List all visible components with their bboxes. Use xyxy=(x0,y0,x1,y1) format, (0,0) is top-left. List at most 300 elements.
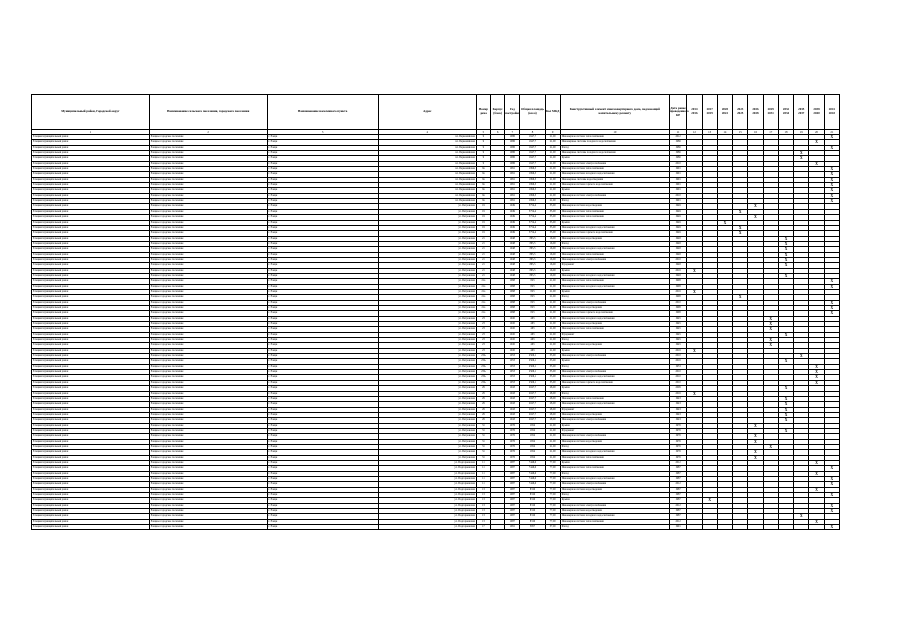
house-number-cell: 19 xyxy=(476,204,490,209)
house-number-cell: 9 xyxy=(476,145,490,150)
area-cell: 1654 xyxy=(520,423,545,428)
locality-cell: г. Елецк xyxy=(267,525,378,530)
column-header: 2029 2031 xyxy=(763,95,778,130)
last-repair-date-cell: 1976 xyxy=(669,439,686,444)
last-repair-date-cell: 1987 xyxy=(669,509,686,514)
structural-element-cell: Крыша xyxy=(560,348,669,353)
address-cell: ул. Петровская xyxy=(378,225,476,230)
settlement-cell: Елецкое городское поселение xyxy=(149,364,267,369)
mkd-count-cell: 28,00 xyxy=(545,412,560,417)
settlement-cell: Елецкое городское поселение xyxy=(149,225,267,230)
period-mark-cell: X xyxy=(778,241,793,246)
last-repair-date-cell: 1991 xyxy=(669,172,686,177)
period-mark-cell xyxy=(733,525,748,530)
area-cell: 8316 xyxy=(520,503,545,508)
column-number: 4 xyxy=(378,130,476,135)
period-mark-cell: X xyxy=(778,332,793,337)
mkd-count-cell: 35,00 xyxy=(545,231,560,236)
year-built-cell: 1998 xyxy=(505,289,520,294)
locality-cell: г. Елецк xyxy=(267,295,378,300)
column-number: 9 xyxy=(545,130,560,135)
area-cell: 1996,3 xyxy=(520,183,545,188)
year-built-cell: 1991 xyxy=(505,193,520,198)
year-built-cell: 1998 xyxy=(505,300,520,305)
capital-repair-table xyxy=(31,94,840,530)
settlement-cell: Елецкое городское поселение xyxy=(149,140,267,145)
settlement-cell: Елецкое городское поселение xyxy=(149,525,267,530)
last-repair-date-cell: 1987 xyxy=(669,514,686,519)
address-cell: ул. Петровская xyxy=(378,316,476,321)
mkd-count-cell: 21,00 xyxy=(545,172,560,177)
address-cell: ул. Петровская xyxy=(378,359,476,364)
column-header: 2023 2025 xyxy=(733,95,748,130)
period-mark-cell: X xyxy=(794,156,809,161)
district-cell: Елецкий муниципальный район xyxy=(32,316,150,321)
mkd-count-cell: 21,00 xyxy=(545,450,560,455)
district-cell: Елецкий муниципальный район xyxy=(32,493,150,498)
settlement-cell: Елецкое городское поселение xyxy=(149,391,267,396)
address-cell: ул. Петровская xyxy=(378,220,476,225)
address-cell: ул. Петровская xyxy=(378,450,476,455)
address-cell: ул. Петровская xyxy=(378,300,476,305)
area-cell: 2047,7 xyxy=(520,402,545,407)
structural-element-cell: Инженерная система электроснабжения xyxy=(560,418,669,423)
settlement-cell: Елецкое городское поселение xyxy=(149,199,267,204)
year-built-cell: 1949 xyxy=(505,215,520,220)
column-header: Общая площадь (кв.м) xyxy=(520,95,545,130)
last-repair-date-cell: 1987 xyxy=(669,471,686,476)
year-built-cell: 1987 xyxy=(505,466,520,471)
year-built-cell: 1949 xyxy=(505,209,520,214)
area-cell: 865,5 xyxy=(520,236,545,241)
mkd-count-cell: 21,00 xyxy=(545,183,560,188)
structural-element-cell: Инженерная система водоотведения xyxy=(560,322,669,327)
house-number-cell: 11 xyxy=(476,482,490,487)
address-cell: ул. Петровская xyxy=(378,279,476,284)
house-number-cell: 19 xyxy=(476,209,490,214)
house-number-cell: 9а xyxy=(476,193,490,198)
district-cell: Елецкий муниципальный район xyxy=(32,225,150,230)
locality-cell: г. Елецк xyxy=(267,268,378,273)
district-cell: Елецкий муниципальный район xyxy=(32,380,150,385)
area-cell: 7446,6 xyxy=(520,471,545,476)
locality-cell: г. Елецк xyxy=(267,482,378,487)
district-cell: Елецкий муниципальный район xyxy=(32,263,150,268)
locality-cell: г. Елецк xyxy=(267,434,378,439)
address-cell: ул. Петровская xyxy=(378,332,476,337)
period-mark-cell: X xyxy=(824,300,839,305)
last-repair-date-cell: 2012 xyxy=(669,135,686,140)
district-cell: Елецкий муниципальный район xyxy=(32,332,150,337)
period-mark-cell: X xyxy=(748,434,763,439)
last-repair-date-cell: 1943 xyxy=(669,407,686,412)
house-number-cell: 13 xyxy=(476,487,490,492)
address-cell: ул. Подгорненская xyxy=(378,477,476,482)
column-header: Дата ранее проведенного КР xyxy=(669,95,686,130)
house-number-cell: 23А xyxy=(476,359,490,364)
locality-cell: г. Елецк xyxy=(267,316,378,321)
period-mark-cell: X xyxy=(824,172,839,177)
area-cell: 463 xyxy=(520,322,545,327)
settlement-cell: Елецкое городское поселение xyxy=(149,306,267,311)
area-cell: 8316 xyxy=(520,519,545,524)
settlement-cell: Елецкое городское поселение xyxy=(149,156,267,161)
address-cell: ул. Петровская xyxy=(378,370,476,375)
year-built-cell: 1949 xyxy=(505,204,520,209)
column-number: 8 xyxy=(520,130,545,135)
settlement-cell: Елецкое городское поселение xyxy=(149,322,267,327)
house-number-cell: 31 xyxy=(476,455,490,460)
address-cell: ул. Подгорненская xyxy=(378,509,476,514)
period-mark-cell: X xyxy=(687,268,702,273)
locality-cell: г. Елецк xyxy=(267,183,378,188)
structural-element-cell: Инженерная система электроснабжения xyxy=(560,482,669,487)
period-mark-cell: X xyxy=(687,348,702,353)
period-mark-cell: X xyxy=(794,151,809,156)
address-cell: пл. Первомайская xyxy=(378,135,476,140)
structural-element-cell: Инженерная система теплоснабжения xyxy=(560,327,669,332)
period-mark-cell: X xyxy=(824,482,839,487)
last-repair-date-cell: 2016 xyxy=(669,348,686,353)
address-cell: пл. Первомайская xyxy=(378,140,476,145)
locality-cell: г. Елецк xyxy=(267,402,378,407)
area-cell: 3754,4 xyxy=(520,220,545,225)
house-number-cell: 9а xyxy=(476,188,490,193)
year-built-cell: 1943 xyxy=(505,386,520,391)
address-cell: ул. Петровская xyxy=(378,204,476,209)
locality-cell: г. Елецк xyxy=(267,519,378,524)
area-cell: 7446,6 xyxy=(520,460,545,465)
year-built-cell: 1976 xyxy=(505,444,520,449)
last-repair-date-cell: 2010 xyxy=(669,257,686,262)
column-header: Муниципальный район, Городской округ xyxy=(32,95,150,130)
year-built-cell: 1976 xyxy=(505,455,520,460)
year-built-cell: 1987 xyxy=(505,493,520,498)
structural-element-cell: Фасад xyxy=(560,338,669,343)
district-cell: Елецкий муниципальный район xyxy=(32,199,150,204)
district-cell: Елецкий муниципальный район xyxy=(32,327,150,332)
area-cell: 2047,7 xyxy=(520,407,545,412)
house-number-cell: 21 xyxy=(476,236,490,241)
last-repair-date-cell: 2010 xyxy=(669,375,686,380)
structural-element-cell: Фасад xyxy=(560,391,669,396)
structural-element-cell: Инженерная система теплоснабжения xyxy=(560,252,669,257)
last-repair-date-cell: 1953 xyxy=(669,364,686,369)
area-cell: 823 xyxy=(520,311,545,316)
last-repair-date-cell: 1949 xyxy=(669,220,686,225)
house-number-cell: 23 xyxy=(476,338,490,343)
settlement-cell: Елецкое городское поселение xyxy=(149,177,267,182)
area-cell: 1996,3 xyxy=(520,167,545,172)
district-cell: Елецкий муниципальный район xyxy=(32,140,150,145)
settlement-cell: Елецкое городское поселение xyxy=(149,300,267,305)
locality-cell: г. Елецк xyxy=(267,177,378,182)
structural-element-cell: Инженерная система электроснабжения xyxy=(560,354,669,359)
structural-element-cell: Инженерная система холодного водоснабжения xyxy=(560,172,669,177)
house-number-cell: 21а xyxy=(476,306,490,311)
district-cell: Елецкий муниципальный район xyxy=(32,455,150,460)
structural-element-cell: Инженерная система теплоснабжения xyxy=(560,519,669,524)
mkd-count-cell: 37,00 xyxy=(545,525,560,530)
last-repair-date-cell: 1976 xyxy=(669,434,686,439)
mkd-count-cell: 21,00 xyxy=(545,444,560,449)
locality-cell: г. Елецк xyxy=(267,455,378,460)
settlement-cell: Елецкое городское поселение xyxy=(149,434,267,439)
district-cell: Елецкий муниципальный район xyxy=(32,482,150,487)
settlement-cell: Елецкое городское поселение xyxy=(149,220,267,225)
mkd-count-cell: 21,00 xyxy=(545,306,560,311)
column-number: 11 xyxy=(669,130,686,135)
mkd-count-cell: 21,00 xyxy=(545,193,560,198)
district-cell: Елецкий муниципальный район xyxy=(32,471,150,476)
area-cell: 2566,1 xyxy=(520,370,545,375)
locality-cell: г. Елецк xyxy=(267,444,378,449)
year-built-cell: 1953 xyxy=(505,375,520,380)
structural-element-cell: Фасад xyxy=(560,471,669,476)
address-cell: ул. Петровская xyxy=(378,439,476,444)
column-number: 3 xyxy=(267,130,378,135)
structural-element-cell: Инженерная система теплоснабжения xyxy=(560,215,669,220)
last-repair-date-cell: 2010 xyxy=(669,380,686,385)
district-cell: Елецкий муниципальный район xyxy=(32,343,150,348)
structural-element-cell: Крыша xyxy=(560,188,669,193)
last-repair-date-cell: 1945 xyxy=(669,343,686,348)
mkd-count-cell: 21,00 xyxy=(545,156,560,161)
year-built-cell: 1945 xyxy=(505,316,520,321)
district-cell: Елецкий муниципальный район xyxy=(32,273,150,278)
locality-cell: г. Елецк xyxy=(267,503,378,508)
period-mark-cell: X xyxy=(824,145,839,150)
mkd-count-cell: 28,00 xyxy=(545,418,560,423)
settlement-cell: Елецкое городское поселение xyxy=(149,161,267,166)
house-number-cell: 21 xyxy=(476,241,490,246)
structural-element-cell: Инженерная система водоотведения xyxy=(560,412,669,417)
year-built-cell: 1945 xyxy=(505,348,520,353)
column-number: 6 xyxy=(491,130,505,135)
year-built-cell: 1949 xyxy=(505,225,520,230)
column-header: Наименование населенного пункта xyxy=(267,95,378,130)
structural-element-cell: Инженерная система электроснабжения xyxy=(560,257,669,262)
structural-element-cell: Инженерная система теплоснабжения xyxy=(560,279,669,284)
house-number-cell: 9 xyxy=(476,161,490,166)
settlement-cell: Елецкое городское поселение xyxy=(149,332,267,337)
year-built-cell: 1986 xyxy=(505,151,520,156)
settlement-cell: Елецкое городское поселение xyxy=(149,204,267,209)
house-number-cell: 31 xyxy=(476,434,490,439)
address-cell: ул. Петровская xyxy=(378,396,476,401)
house-number-cell: 23А xyxy=(476,364,490,369)
district-cell: Елецкий муниципальный район xyxy=(32,450,150,455)
mkd-count-cell: 77,00 xyxy=(545,498,560,503)
structural-element-cell: Фасад xyxy=(560,364,669,369)
mkd-count-cell: 77,00 xyxy=(545,487,560,492)
locality-cell: г. Елецк xyxy=(267,209,378,214)
settlement-cell: Елецкое городское поселение xyxy=(149,460,267,465)
locality-cell: г. Елецк xyxy=(267,167,378,172)
column-header: 2032 2034 xyxy=(778,95,793,130)
structural-element-cell: Инженерная система теплоснабжения xyxy=(560,455,669,460)
year-built-cell: 1948 xyxy=(505,257,520,262)
structural-element-cell: Инженерная система холодного водоснабжения xyxy=(560,375,669,380)
year-built-cell: 1948 xyxy=(505,263,520,268)
settlement-cell: Елецкое городское поселение xyxy=(149,338,267,343)
column-header: Год постройки xyxy=(505,95,520,130)
settlement-cell: Елецкое городское поселение xyxy=(149,311,267,316)
locality-cell: г. Елецк xyxy=(267,364,378,369)
settlement-cell: Елецкое городское поселение xyxy=(149,215,267,220)
settlement-cell: Елецкое городское поселение xyxy=(149,444,267,449)
address-cell: ул. Петровская xyxy=(378,236,476,241)
district-cell: Елецкий муниципальный район xyxy=(32,370,150,375)
locality-cell: г. Елецк xyxy=(267,359,378,364)
period-mark-cell: X xyxy=(809,487,824,492)
settlement-cell: Елецкое городское поселение xyxy=(149,327,267,332)
year-built-cell: 1948 xyxy=(505,268,520,273)
structural-element-cell: Инженерная система теплоснабжения xyxy=(560,209,669,214)
structural-element-cell: Инженерная система водоотведения xyxy=(560,509,669,514)
locality-cell: г. Елецк xyxy=(267,140,378,145)
area-cell: 823 xyxy=(520,306,545,311)
area-cell: 3754,4 xyxy=(520,231,545,236)
mkd-count-cell: 28,00 xyxy=(545,396,560,401)
settlement-cell: Елецкое городское поселение xyxy=(149,423,267,428)
mkd-count-cell: 21,00 xyxy=(545,455,560,460)
period-mark-cell: X xyxy=(778,386,793,391)
mkd-count-cell: 21,00 xyxy=(545,199,560,204)
structural-element-cell: Фундамент xyxy=(560,407,669,412)
mkd-count-cell: 77,00 xyxy=(545,477,560,482)
last-repair-date-cell: 2010 xyxy=(669,193,686,198)
year-built-cell: 1998 xyxy=(505,311,520,316)
structural-element-cell: Инженерная система водоотведения xyxy=(560,204,669,209)
last-repair-date-cell: 1943 xyxy=(669,412,686,417)
column-header: 2035 2037 xyxy=(794,95,809,130)
structural-element-cell: Фундамент xyxy=(560,428,669,433)
settlement-cell: Елецкое городское поселение xyxy=(149,263,267,268)
mkd-count-cell: 77,00 xyxy=(545,471,560,476)
last-repair-date-cell: 1998 xyxy=(669,295,686,300)
structural-element-cell: Инженерная система теплоснабжения xyxy=(560,466,669,471)
house-number-cell: 17 xyxy=(476,525,490,530)
house-number-cell: 29 xyxy=(476,407,490,412)
settlement-cell: Елецкое городское поселение xyxy=(149,252,267,257)
house-number-cell: 21а xyxy=(476,311,490,316)
column-number: 16 xyxy=(748,130,763,135)
mkd-count-cell: 21,00 xyxy=(545,348,560,353)
mkd-count-cell: 21,00 xyxy=(545,188,560,193)
locality-cell: г. Елецк xyxy=(267,225,378,230)
address-cell: ул. Петровская xyxy=(378,268,476,273)
house-number-cell: 9 xyxy=(476,140,490,145)
house-number-cell: 21 xyxy=(476,252,490,257)
area-cell: 3754,4 xyxy=(520,225,545,230)
locality-cell: г. Елецк xyxy=(267,327,378,332)
structural-element-cell: Крыша xyxy=(560,386,669,391)
year-built-cell: 1991 xyxy=(505,167,520,172)
area-cell: 1647,7 xyxy=(520,135,545,140)
last-repair-date-cell: 1948 xyxy=(669,241,686,246)
period-mark-cell: X xyxy=(748,439,763,444)
period-mark-cell xyxy=(794,525,809,530)
mkd-count-cell: 28,00 xyxy=(545,402,560,407)
address-cell: ул. Петровская xyxy=(378,284,476,289)
locality-cell: г. Елецк xyxy=(267,407,378,412)
locality-cell: г. Елецк xyxy=(267,354,378,359)
locality-cell: г. Елецк xyxy=(267,236,378,241)
mkd-count-cell: 35,00 xyxy=(545,380,560,385)
period-mark-cell: X xyxy=(778,412,793,417)
last-repair-date-cell: 1945 xyxy=(669,338,686,343)
address-cell: ул. Петровская xyxy=(378,348,476,353)
last-repair-date-cell: 2010 xyxy=(669,161,686,166)
period-mark-cell: X xyxy=(778,257,793,262)
structural-element-cell: Инженерная система холодного водоснабжения xyxy=(560,225,669,230)
area-cell: 1654 xyxy=(520,450,545,455)
house-number-cell: 21а xyxy=(476,300,490,305)
mkd-count-cell: 21,00 xyxy=(545,140,560,145)
house-number-cell: 23 xyxy=(476,327,490,332)
period-mark-cell: X xyxy=(778,236,793,241)
year-built-cell: 1998 xyxy=(505,295,520,300)
column-header: Кол МКД xyxy=(545,95,560,130)
period-mark-cell: X xyxy=(824,503,839,508)
period-mark-cell: X xyxy=(748,204,763,209)
mkd-count-cell: 21,00 xyxy=(545,327,560,332)
locality-cell: г. Елецк xyxy=(267,460,378,465)
mkd-count-cell: 77,00 xyxy=(545,514,560,519)
area-cell: 463 xyxy=(520,316,545,321)
year-built-cell: 1976 xyxy=(505,428,520,433)
district-cell: Елецкий муниципальный район xyxy=(32,279,150,284)
settlement-cell: Елецкое городское поселение xyxy=(149,407,267,412)
mkd-count-cell: 21,00 xyxy=(545,434,560,439)
settlement-cell: Елецкое городское поселение xyxy=(149,418,267,423)
district-cell: Елецкий муниципальный район xyxy=(32,252,150,257)
house-number-cell: 23А xyxy=(476,380,490,385)
house-number-cell: 13 xyxy=(476,503,490,508)
last-repair-date-cell: 1987 xyxy=(669,477,686,482)
structural-element-cell: Инженерная система холодного водоснабжения xyxy=(560,247,669,252)
district-cell: Елецкий муниципальный район xyxy=(32,177,150,182)
last-repair-date-cell: 1987 xyxy=(669,487,686,492)
period-mark-cell: X xyxy=(763,338,778,343)
address-cell: пл. Первомайская xyxy=(378,183,476,188)
structural-element-cell: Крыша xyxy=(560,359,669,364)
last-repair-date-cell: 2016 xyxy=(669,359,686,364)
year-built-cell: 1945 xyxy=(505,322,520,327)
year-built-cell: 1948 xyxy=(505,241,520,246)
house-number-cell: 13 xyxy=(476,514,490,519)
settlement-cell: Елецкое городское поселение xyxy=(149,231,267,236)
structural-element-cell: Крыша xyxy=(560,289,669,294)
area-cell: 1996,3 xyxy=(520,172,545,177)
table-body xyxy=(32,135,840,530)
house-number-cell: 21 xyxy=(476,257,490,262)
area-cell: 823 xyxy=(520,279,545,284)
district-cell: Елецкий муниципальный район xyxy=(32,439,150,444)
period-mark-cell: X xyxy=(717,220,732,225)
settlement-cell: Елецкое городское поселение xyxy=(149,498,267,503)
year-built-cell: 1953 xyxy=(505,354,520,359)
area-cell: 2566,1 xyxy=(520,380,545,385)
district-cell: Елецкий муниципальный район xyxy=(32,220,150,225)
district-cell: Елецкий муниципальный район xyxy=(32,145,150,150)
year-built-cell: 1943 xyxy=(505,402,520,407)
last-repair-date-cell: 2012 xyxy=(669,519,686,524)
locality-cell: г. Елецк xyxy=(267,193,378,198)
mkd-count-cell: 28,00 xyxy=(545,386,560,391)
mkd-count-cell: 35,00 xyxy=(545,359,560,364)
